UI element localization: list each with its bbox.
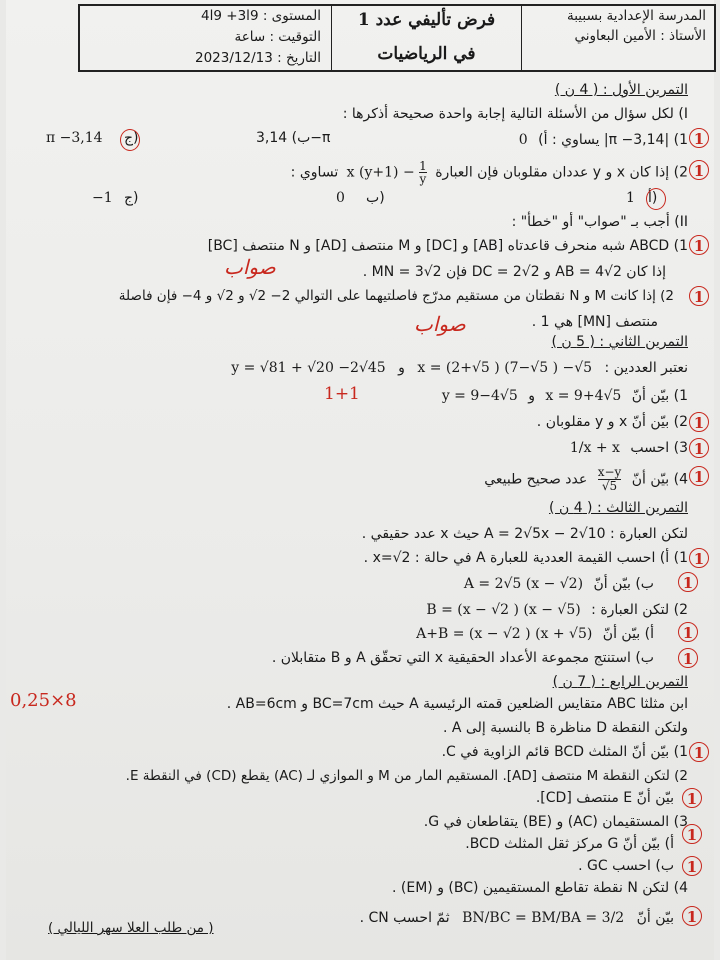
ex4-line1: ابن مثلثا ABC متقايس الضلعين قمته الرئيسية A حيث BC=7cm و AB=6cm . [226, 696, 688, 712]
mark-circle: 1 [689, 286, 709, 306]
ex2-q2: 2) بيّن أنّ x و y مقلوبان . [536, 414, 688, 430]
ex1-q2-choice-c-value: −1 [92, 190, 113, 206]
ex4-q3a: أ) بيّن أنّ G مركز ثقل المثلث BCD. [465, 836, 674, 852]
mark-circle: 1 [689, 548, 709, 568]
selected-answer-circle [646, 188, 666, 210]
ex1-q1-choice-a: 0 [518, 132, 528, 148]
mark-circle: 1 [689, 412, 709, 432]
ex1-s1-line2: إذا كان AB = 4√2 و DC = 2√2 فإن MN = 3√2 . [362, 264, 666, 280]
ex2-q3-text: 3) احسب [630, 440, 688, 456]
ex2-q3-expr: 1/x + x [569, 440, 620, 456]
ex1-q2-text: 2) إذا كان x و y عددان مقلوبان فإن العبارة [435, 164, 688, 181]
ex2-intro-text: نعتبر العددين : [604, 360, 688, 376]
ex3-title: التمرين الثالث : ( 4 ن ) [549, 500, 688, 516]
ex1-q2-choice-b-value: 0 [336, 190, 345, 206]
selected-answer-circle [120, 129, 140, 151]
ex1-s2-line1: 2) إذا كانت M و N نقطتان من مستقيم مدرّج فاصلتيهما على التوالي 2− 2√ و 2√ و 4− فإن فاصلة [118, 288, 674, 304]
handwritten-score: 1+1 [324, 384, 360, 404]
exam-header-table [78, 4, 716, 72]
duration: التوقيت : ساعة [234, 29, 321, 45]
ex1-q2-expr [347, 160, 427, 185]
ex1-q1-choice-c-value: π −3,14 [46, 130, 103, 146]
ex4-q2b: بيّن أنّ E منتصف [CD]. [535, 790, 674, 806]
mark-circle: 1 [689, 438, 709, 458]
ex3-q2-text: 2) لتكن العبارة : [591, 602, 688, 618]
mark-circle: 1 [689, 160, 709, 180]
ex2-q3 [24, 438, 688, 458]
ex1-q2-choice-a-label: أ) [648, 190, 658, 206]
ex4-q2: 2) لتكن النقطة M منتصف [AD]. المستقيم المار من M و الموازي لـ (AC) يقطع (CD) في النقطة E. [125, 768, 688, 784]
level: المستوى : 9ا3+ 9ا4 [201, 8, 321, 24]
fraction-denominator: y [419, 172, 427, 186]
handwritten-score: 0,25×8 [10, 690, 77, 711]
fraction-numerator: x−y [597, 465, 622, 479]
ex1-q1-text: 1) |π −3,14| يساوي : أ) [538, 132, 688, 148]
ex2-q4-text: 4) بيّن أنّ [631, 471, 688, 488]
mark-circle: 1 [689, 466, 709, 486]
ex1-q1-choice-b: ب) 3,14−π [256, 130, 331, 146]
mark-circle: 1 [682, 856, 702, 876]
ex1-q2-choice-b-label: ب) [366, 190, 385, 206]
ex3-q2-expr: B = (x − √2 ) (x − √5) [426, 602, 581, 618]
mark-circle: 1 [678, 572, 698, 592]
date: التاريخ : 2023/12/13 [195, 50, 321, 66]
ex3-q2a-expr: A+B = (x − √2 ) (x + √5) [416, 626, 593, 642]
ex1-q2 [24, 160, 688, 185]
ex4-q4-end: ثمّ احسب CN . [359, 910, 450, 926]
ex4-q4: 4) لتكن N نقطة تقاطع المستقيمين (BC) و (EM) . [391, 880, 688, 896]
mark-circle: 1 [682, 906, 702, 926]
ex3-q1b-text: ب) بيّن أنّ [593, 576, 654, 592]
fraction [419, 160, 427, 185]
ex1-part2: II) أجب بـ "صواب" أو "خطأ" : [511, 214, 688, 230]
ex1-q1-choice-c-label: ج) [124, 130, 139, 146]
ex3-q2b: ب) استنتج مجموعة الأعداد الحقيقية x التي تحقّق A و B متقابلان . [271, 650, 654, 666]
ex1-s2-line2: منتصف [MN] هي 1 . [531, 314, 658, 330]
ex4-q3: 3) المستقيمان (AC) و (BE) يتقاطعان في G. [423, 814, 688, 830]
ex4-q4-equation: BN/BC = BM/BA = 3/2 [462, 910, 625, 926]
exam-subject: في الرياضيات [377, 44, 476, 64]
ex1-title: التمرين الأول : ( 4 ن ) [554, 82, 688, 98]
header-school-cell [521, 6, 714, 70]
mark-circle: 1 [689, 235, 709, 255]
ex1-q2-choice-a-value: 1 [626, 190, 635, 206]
ex2-intro [24, 358, 688, 378]
ex3-q1b [24, 574, 654, 594]
ex3-q1a: 1) أ) احسب القيمة العددية للعبارة A في حالة : x=√2 . [363, 550, 688, 566]
school-name: المدرسة الإعدادية بسبيبة [566, 8, 706, 24]
ex1-part1: I) لكل سؤال من الأسئلة التالية إجابة واحدة صحيحة أذكرها : [342, 106, 688, 122]
fraction-numerator: 1 [419, 159, 427, 173]
header-info-cell [80, 6, 331, 70]
mark-circle: 1 [689, 742, 709, 762]
fraction [598, 466, 622, 493]
ex3-q2 [24, 600, 688, 620]
mark-circle: 1 [689, 128, 709, 148]
y-definition: y = √81 + √20 −2√45 [231, 360, 386, 376]
mark-circle: 1 [682, 824, 702, 844]
ex3-q1b-expr: A = 2√5 (x − √2) [463, 576, 584, 592]
mark-circle: 1 [678, 648, 698, 668]
x-definition: x = (2+√5 ) (7−√5 ) −√5 [417, 360, 593, 376]
teacher-name: الأستاذ : الأمين البعاوني [574, 28, 706, 44]
ex4-title: التمرين الرابع : ( 7 ن ) [552, 674, 688, 690]
mark-circle: 1 [682, 788, 702, 808]
ex2-q1-y: y = 9−4√5 [441, 388, 518, 404]
fraction-denominator: √5 [601, 479, 618, 493]
ex2-q4 [24, 466, 688, 493]
ex3-q2a [24, 624, 654, 644]
ex4-q1: 1) بيّن أنّ المثلث BCD قائم الزاوية في C. [441, 744, 688, 760]
footer-proverb: ( من طلب العلا سهر الليالي ) [48, 920, 214, 936]
ex4-q3b: ب) احسب GC . [578, 858, 674, 874]
ex3-intro: لتكن العبارة : A = 2√5x − 2√10 حيث x عدد حقيقي . [361, 526, 688, 542]
ex2-q1-text: 1) بيّن أنّ [631, 388, 688, 404]
ex3-q2a-text: أ) بيّن أنّ [602, 626, 654, 642]
ex2-q4-end: عدد صحيح طبيعي [484, 471, 588, 488]
ex4-line2: ولتكن النقطة D مناظرة B بالنسبة إلى A . [442, 720, 688, 736]
conjunction: و [398, 360, 405, 376]
ex4-q4b-text: بيّن أنّ [636, 910, 674, 926]
ex2-title: التمرين الثاني : ( 5 ن ) [551, 334, 688, 350]
mark-circle: 1 [678, 622, 698, 642]
exam-title: فرض تأليفي عدد 1 [357, 10, 496, 30]
conjunction: و [528, 388, 535, 404]
ex1-s1-line1: 1) ABCD شبه منحرف قاعدتاه [AB] و [DC] و M منتصف [AD] و N منتصف [BC] [207, 238, 688, 254]
handwritten-answer: صواب [414, 312, 466, 336]
ex1-q2-expr-part: x (y+1) − [346, 164, 415, 181]
header-title-cell [331, 6, 521, 70]
exam-sheet [6, 0, 714, 960]
ex1-q2-choice-c-label: ج) [124, 190, 139, 206]
handwritten-answer: صواب [224, 255, 276, 279]
ex2-q1-x: x = 9+4√5 [545, 388, 622, 404]
ex1-q2-end: تساوي : [290, 164, 339, 181]
